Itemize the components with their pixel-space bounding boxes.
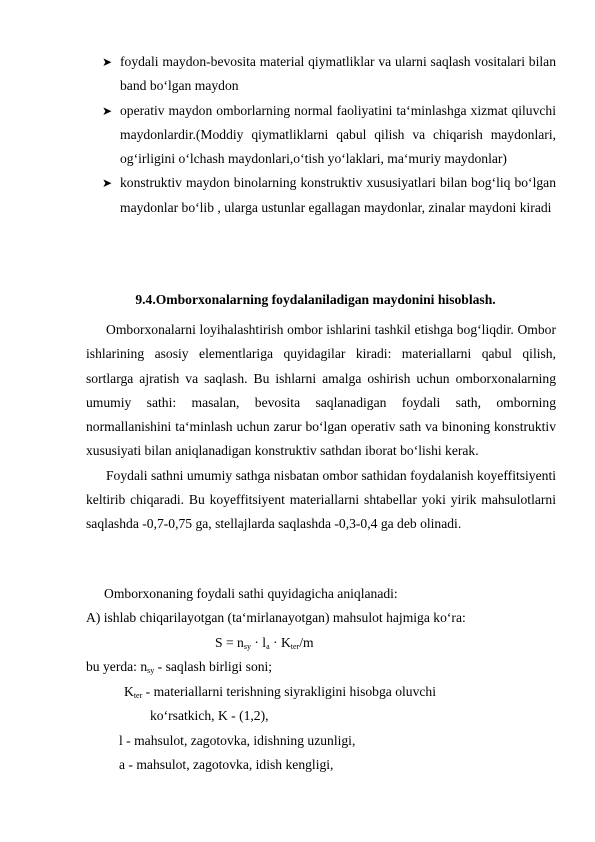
- arrow-bullet-icon: ➤: [102, 103, 113, 118]
- arrow-bullet-icon: ➤: [102, 176, 113, 191]
- kter-line: $K_{ter}$ - materiallarni terishning siyrakligini hisobga oluvchi: [124, 684, 436, 700]
- arrow-bullet-icon: ➤: [102, 55, 113, 69]
- definition-l: l - mahsulot, zagotovka, idishning uzunligi,: [119, 733, 356, 748]
- paragraph: Omborxonalarni loyihalashtirish ombor ishlarini tashkil etishga bog‘liqdir. Ombor ishlarining asosiy elementlariga quyidagilar kiradi: materiallarni qabul qilish, sortlarga ajratish va saqlash. Bu ishlarni amalga oshirish uchun omborxonalarning umumiy sathi: masalan, bevosita saqlanadigan foydali sath, omborning normallanishini ta‘minlash uchun zarur bo‘lgan operativ sath va binoning konstruktiv xususiyati bilan aniqlanadigan konstruktiv sathdan iborat bo‘lishi kerak.: [86, 322, 556, 459]
- intro-line: Omborxonaning foydali sathi quyidagicha aniqlanadi:: [104, 586, 398, 601]
- bullet-item: ➤ foydali maydon-bevosita material qiymatliklar va ularni saqlash vositalari bilan band bo‘lgan maydon: [120, 50, 556, 99]
- body-text: [86, 318, 556, 537]
- bullet-list: [102, 50, 556, 220]
- case-a-line: A) ishlab chiqarilayotgan (ta‘mirlanayotgan) mahsulot hajmiga ko‘ra:: [86, 610, 466, 625]
- bullet-item: ➤ operativ maydon omborlarning normal faoliyatini ta‘minlashga xizmat qiluvchi maydonlardir.(Moddiy qiymatliklarni qabul qilish va chiqarish maydonlari, og‘irligini o‘lchash maydonlari,o‘tish yo‘laklari, ma‘muriy maydonlar): [120, 99, 556, 172]
- formula: $S = n_{sy} \cdot l_a \cdot K_{ter}/m$: [215, 635, 314, 651]
- kter-line-2: ko‘rsatkich, K - (1,2),: [150, 708, 269, 723]
- section-heading: 9.4.Omborxonalarning foydalaniladigan maydonini hisoblash.: [135, 292, 496, 307]
- where-line: bu yerda: $n_{sy}$ - saqlash birligi soni;: [86, 659, 273, 675]
- paragraph: Foydali sathni umumiy sathga nisbatan ombor sathidan foydalanish koyeffitsiyenti keltirib chiqaradi. Bu koyeffitsiyent materiallarni shtabellar yoki yirik mahsulotlarni saqlashda -0,7-0,75 ga, stellajlarda saqlashda -0,3-0,4 ga deb olinadi.: [86, 467, 556, 532]
- definition-a: a - mahsulot, zagotovka, idish kengligi,: [119, 757, 334, 772]
- bullet-item: ➤ konstruktiv maydon binolarning konstruktiv xususiyatlari bilan bog‘liq bo‘lgan maydonlar bo‘lib , ularga ustunlar egallagan maydonlar, zinalar maydoni kiradi: [120, 171, 556, 220]
